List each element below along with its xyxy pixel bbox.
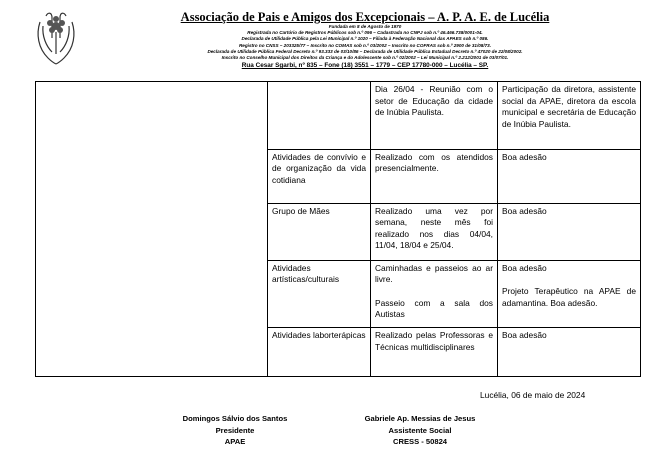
date-line: Lucélia, 06 de maio de 2024 — [480, 390, 586, 400]
table-row — [36, 82, 641, 150]
result-text: Boa adesão — [502, 262, 547, 273]
action-cell — [371, 149, 498, 203]
result-cell — [498, 328, 641, 377]
activities-table — [35, 81, 641, 377]
address-line: Rua Cesar Sgarbi, nº 835 – Fone (18) 3551 – 1779 – CEP 17780-000 – Lucélia – SP. — [241, 62, 489, 70]
action-text: Realizado pelas Professoras e Técnicas multidisciplinares — [375, 330, 493, 352]
signatory-extra: APAE — [224, 437, 246, 446]
signatory-extra: CRESS - 50824 — [392, 437, 448, 446]
activity-cell: Grupo de Mães — [268, 203, 371, 260]
result-cell — [498, 260, 641, 328]
activity-cell: Atividades artísticas/culturais — [268, 260, 371, 328]
letterhead — [0, 0, 651, 82]
result-text: Boa adesão — [502, 330, 547, 341]
header-line: Declarada de Utilidade Pública Federal Decreto n.º 93.333 de 03/10/86 – Declarada de Utilidade Pública Estadual Decreto n.º 47020 de 22/08/2002. — [207, 48, 523, 54]
action-cell — [371, 82, 498, 150]
result-text: Boa adesão — [502, 151, 547, 162]
signatory-role: Assistente Social — [388, 425, 452, 435]
header-line: Registro no CNSS – 203325/77 – Inscrito no COMAS sob n.º 03/2002 – Inscrito no COFRAS sob n.º 2900 de 31/08/73. — [238, 42, 491, 48]
header-line: Fundada em 8 de Agosto de 1970 — [328, 24, 402, 29]
apae-logo-icon — [34, 8, 78, 70]
signature-block-social-worker — [340, 413, 500, 448]
organization-name: Associação de Pais e Amigos dos Excepcionais – A. P. A. E. de Lucélia — [180, 10, 550, 24]
result-text: Boa adesão — [502, 205, 547, 216]
action-text: Caminhadas e passeios ao ar livre. — [375, 262, 493, 285]
result-text: Participação da diretora, assistente social da APAE, diretora da escola municipal e secretária de Educação de Inúbia Paulista. — [502, 84, 636, 129]
activity-cell: Atividades de convívio e de organização da vida cotidiana — [268, 149, 371, 203]
action-cell — [371, 328, 498, 377]
result-cell — [498, 82, 641, 150]
header-line: Inscrito no Conselho Municipal dos Direitos da Criança e do Adolescente sob n.º 02/2002 – Lei Municipal n.º 2.212/2001 de 03/07/01. — [221, 55, 509, 61]
signatory-role: Presidente — [215, 425, 255, 435]
result-cell — [498, 149, 641, 203]
signature-block-president — [160, 413, 310, 448]
activity-cell — [268, 82, 371, 150]
action-text-2: Passeio com a sala dos Autistas — [375, 297, 493, 320]
action-cell — [371, 260, 498, 328]
result-cell — [498, 203, 641, 260]
action-text: Dia 26/04 - Reunião com o setor de Educação da cidade de Inúbia Paulista. — [375, 84, 493, 117]
header-line: Registrada no Cartório de Registros Públicos sob n.º 096 – Cadastrada no CNPJ sob n.º 46.466.738/0001-04. — [247, 30, 483, 36]
empty-cell — [36, 82, 268, 377]
header-line: Declarada de Utilidade Pública pela Lei Municipal n.º 1020 – Filiada à Federação Nacional das APAES sob n.º 086. — [241, 36, 489, 42]
action-text: Realizado com os atendidos presencialmente. — [375, 151, 493, 174]
action-cell — [371, 203, 498, 260]
signatory-name: Gabriele Ap. Messias de Jesus — [364, 414, 476, 423]
signatory-name: Domingos Sálvio dos Santos — [182, 414, 288, 423]
activity-cell: Atividades laborterápicas — [268, 328, 371, 377]
result-text-2: Projeto Terapêutico na APAE de adamantina. Boa adesão. — [502, 286, 636, 308]
action-text: Realizado uma vez por semana, neste mês foi realizado nos dias 04/04, 11/04, 18/04 e 25/04. — [375, 205, 493, 251]
